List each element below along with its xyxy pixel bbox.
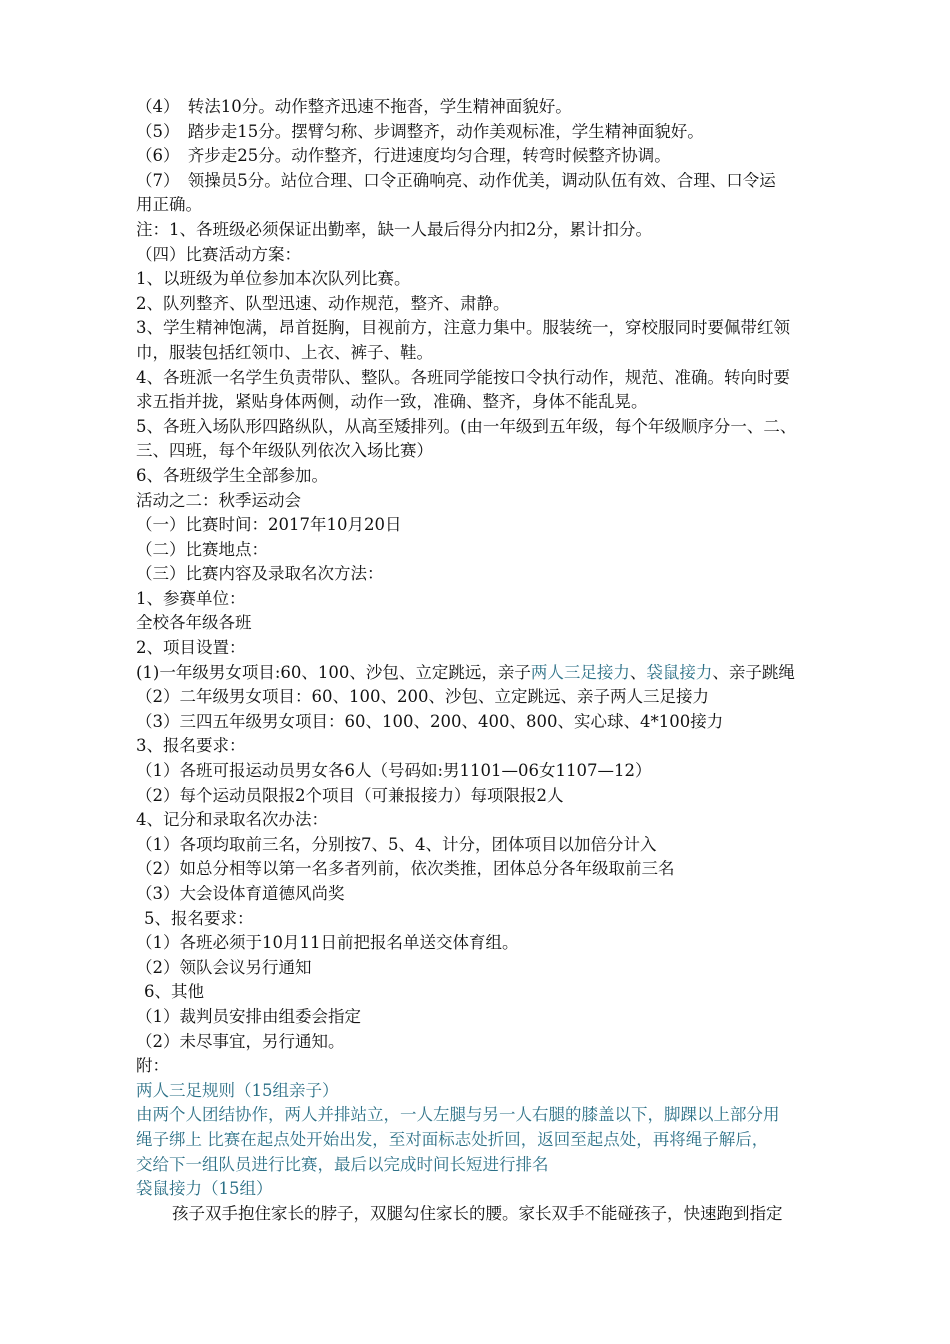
- rule-item-7: （7） 领操员5分。站位合理、口令正确响亮、动作优美，调动队伍有效、合理、口令运: [136, 170, 776, 190]
- three-legged-rule-2: 绳子绑上 比赛在起点处开始出发，至对面标志处折回，返回至起点处，再将绳子解后，: [136, 1129, 769, 1149]
- kangaroo-rule: 孩子双手抱住家长的脖子，双腿勾住家长的腰。家长双手不能碰孩子，快速跑到指定: [172, 1203, 783, 1223]
- rule-item-4: （4） 转法10分。动作整齐迅速不拖沓，学生精神面貌好。: [136, 97, 572, 116]
- other-heading: 6、其他: [144, 982, 204, 1002]
- scoring-item-2: （2）如总分相等以第一名多者列前，依次类推，团体总分各年级取前三名: [136, 859, 675, 879]
- registration-item-1: （1）各班可报运动员男女各6人（号码如:男1101—06女1107—12）: [136, 761, 652, 781]
- rule-item-7-cont: 用正确。: [136, 195, 202, 215]
- rule-item-6: （6） 齐步走25分。动作整齐，行进速度均匀合理，转弯时候整齐协调。: [136, 146, 671, 166]
- three-legged-rule-3: 交给下一组队员进行比赛，最后以完成时间长短进行排名: [136, 1154, 549, 1174]
- note-line: 注：1、各班级必须保证出勤率，缺一人最后得分内扣2分，累计扣分。: [136, 219, 652, 239]
- other-item-1: （1）裁判员安排由组委会指定: [136, 1006, 361, 1026]
- three-legged-title: 两人三足规则（15组亲子）: [136, 1080, 339, 1100]
- meet-content-heading: （三）比赛内容及录取名次方法：: [136, 564, 384, 584]
- plan-item-3-cont: 巾，服装包括红领巾、上衣、裤子、鞋。: [136, 342, 433, 362]
- registration-item-2: （2）每个运动员限报2个项目（可兼报接力）每项限报2人: [136, 785, 564, 805]
- signup-heading: 5、报名要求：: [144, 908, 254, 928]
- scoring-heading: 4、记分和录取名次办法：: [136, 810, 328, 830]
- meet-location: （二）比赛地点：: [136, 539, 268, 559]
- events-grade-1: (1)一年级男女项目:60、100、沙包、立定跳远，亲子两人三足接力、袋鼠接力、亲子跳绳: [136, 662, 795, 682]
- events-grade-2: （2）二年级男女项目：60、100、200、沙包、立定跳远、亲子两人三足接力: [136, 687, 709, 707]
- rule-item-5: （5） 踏步走15分。摆臂匀称、步调整齐，动作美观标准，学生精神面貌好。: [136, 121, 704, 141]
- plan-item-1: 1、以班级为单位参加本次队列比赛。: [136, 269, 411, 289]
- section-heading-plan: （四）比赛活动方案：: [136, 244, 301, 264]
- activity-two-title: 活动之二：秋季运动会: [136, 490, 301, 510]
- plan-item-5-cont: 三、四班，每个年级队列依次入场比赛）: [136, 441, 433, 461]
- scoring-item-1: （1）各项均取前三名，分别按7、5、4、计分，团体项目以加倍分计入: [136, 834, 657, 854]
- signup-item-1: （1）各班必须于10月11日前把报名单送交体育组。: [136, 933, 519, 953]
- scoring-item-3: （3）大会设体育道德风尚奖: [136, 884, 345, 903]
- appendix-label: 附：: [136, 1056, 169, 1076]
- registration-heading: 3、报名要求：: [136, 736, 246, 756]
- events-heading: 2、项目设置：: [136, 638, 246, 658]
- plan-item-2: 2、队列整齐、队型迅速、动作规范，整齐、肃静。: [136, 293, 510, 313]
- plan-item-4: 4、各班派一名学生负责带队、整队。各班同学能按口令执行动作，规范、准确。转向时要: [136, 367, 790, 387]
- meet-time: （一）比赛时间：2017年10月20日: [136, 515, 402, 535]
- participants-heading: 1、参赛单位：: [136, 588, 246, 608]
- plan-item-3: 3、学生精神饱满，昂首挺胸，目视前方，注意力集中。服装统一，穿校服同时要佩带红领: [136, 318, 790, 338]
- signup-item-2: （2）领队会议另行通知: [136, 957, 312, 977]
- participants-value: 全校各年级各班: [136, 613, 252, 633]
- three-legged-rule-1: 由两个人团结协作，两人并排站立，一人左腿与另一人右腿的膝盖以下，脚踝以上部分用: [136, 1105, 780, 1125]
- plan-item-5: 5、各班入场队形四路纵队，从高至矮排列。(由一年级到五年级，每个年级顺序分一、二、: [136, 416, 797, 436]
- events-grade-3-5: （3）三四五年级男女项目：60、100、200、400、800、实心球、4*100接力: [136, 711, 724, 731]
- document-page: [136, 95, 862, 1226]
- other-item-2: （2）未尽事宜，另行通知。: [136, 1031, 345, 1051]
- kangaroo-title: 袋鼠接力（15组）: [136, 1179, 273, 1199]
- plan-item-4-cont: 求五指并拢，紧贴身体两侧，动作一致，准确、整齐，身体不能乱晃。: [136, 392, 648, 412]
- plan-item-6: 6、各班级学生全部参加。: [136, 465, 328, 485]
